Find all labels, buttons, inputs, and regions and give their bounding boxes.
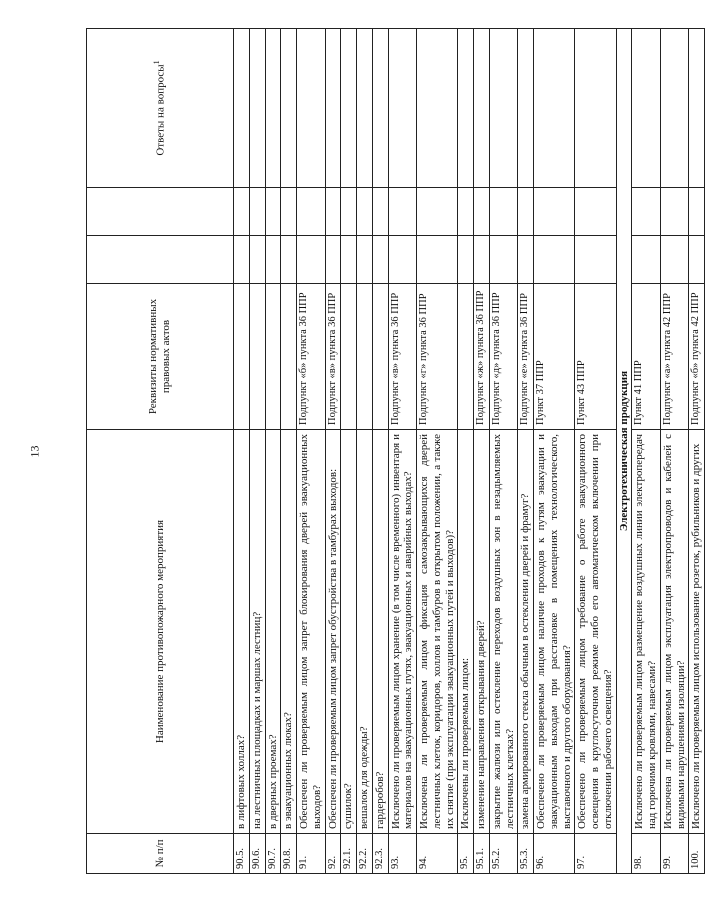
- row-answer-notes[interactable]: [388, 29, 417, 188]
- row-answer-yes[interactable]: [458, 236, 474, 284]
- table-row: [689, 29, 705, 874]
- row-number: 91.: [297, 834, 326, 874]
- row-answer-notes[interactable]: [534, 29, 575, 188]
- section-row: [616, 29, 632, 874]
- row-question: Исключено ли проверяемым лицом использование розеток, рубильников и других: [689, 430, 705, 834]
- row-question: на лестничных площадках и маршах лестниц?: [249, 430, 265, 834]
- row-question: Исключены ли проверяемым лицом:: [458, 430, 474, 834]
- row-answer-notes[interactable]: [325, 29, 341, 188]
- row-number: 90.6.: [249, 834, 265, 874]
- row-answer-notes[interactable]: [458, 29, 474, 188]
- row-number: 94.: [417, 834, 458, 874]
- row-answer-no[interactable]: [575, 188, 616, 236]
- row-answer-yes[interactable]: [534, 236, 575, 284]
- row-answer-no[interactable]: [341, 188, 357, 236]
- header-measure: Наименование противопожарного мероприятия: [87, 430, 234, 834]
- row-answer-no[interactable]: [689, 188, 705, 236]
- table-header-row: [87, 29, 234, 874]
- table-row: [388, 29, 417, 874]
- row-answer-no[interactable]: [489, 188, 518, 236]
- table-row: [249, 29, 265, 874]
- page-number: 13: [27, 445, 42, 458]
- row-answer-notes[interactable]: [265, 29, 281, 188]
- row-answer-yes[interactable]: [388, 236, 417, 284]
- row-number: 96.: [534, 834, 575, 874]
- row-answer-no[interactable]: [281, 188, 297, 236]
- row-answer-notes[interactable]: [689, 29, 705, 188]
- row-answer-notes[interactable]: [372, 29, 388, 188]
- row-answer-yes[interactable]: [575, 236, 616, 284]
- rotated-table-wrapper: [86, 29, 703, 874]
- table-row: [575, 29, 616, 874]
- header-num: № п/п: [87, 834, 234, 874]
- row-requisites: Подпункт «в» пункта 36 ППР: [388, 284, 417, 430]
- table-row: [372, 29, 388, 874]
- row-number: 92.2.: [357, 834, 373, 874]
- row-answer-notes[interactable]: [234, 29, 250, 188]
- row-answer-yes[interactable]: [249, 236, 265, 284]
- row-answer-yes[interactable]: [689, 236, 705, 284]
- header-requisites: Реквизиты нормативных правовых актов: [87, 284, 234, 430]
- table-row: [341, 29, 357, 874]
- table-row: [417, 29, 458, 874]
- row-requisites: [341, 284, 357, 430]
- row-question: Исключена ли проверяемым лицом эксплуатация электропроводов и кабелей с видимыми нарушениями изоляции?: [660, 430, 689, 834]
- row-number: 90.7.: [265, 834, 281, 874]
- table-row: [234, 29, 250, 874]
- table-row: [325, 29, 341, 874]
- header-answers-label: Ответы на вопросы: [154, 64, 167, 156]
- row-answer-no[interactable]: [417, 188, 458, 236]
- table-row: [534, 29, 575, 874]
- checklist-body: [234, 29, 705, 874]
- table-row: [518, 29, 534, 874]
- row-number: 99.: [660, 834, 689, 874]
- row-answer-notes[interactable]: [474, 29, 490, 188]
- row-answer-notes[interactable]: [297, 29, 326, 188]
- footnote-mark: 1: [152, 60, 162, 65]
- table-row: [281, 29, 297, 874]
- row-question: Обеспечено ли проверяемым лицом наличие проходов к путям эвакуации и эвакуационным выходам при расстановке в помещениях технологического, выставочного и другого оборудования?: [534, 430, 575, 834]
- row-answer-yes[interactable]: [325, 236, 341, 284]
- section-title: Электротехническая продукция: [616, 29, 632, 874]
- row-requisites: Подпункт «д» пункта 36 ППР: [489, 284, 518, 430]
- row-answer-yes[interactable]: [372, 236, 388, 284]
- row-number: 90.5.: [234, 834, 250, 874]
- row-answer-yes[interactable]: [518, 236, 534, 284]
- row-number: 95.3.: [518, 834, 534, 874]
- row-answer-notes[interactable]: [341, 29, 357, 188]
- row-question: замена армированного стекла обычным в остеклении дверей и фрамуг?: [518, 430, 534, 834]
- row-question: в дверных проемах?: [265, 430, 281, 834]
- row-requisites: Пункт 37 ППР: [534, 284, 575, 430]
- row-requisites: Подпункт «б» пункта 42 ППР: [689, 284, 705, 430]
- row-answer-notes[interactable]: [489, 29, 518, 188]
- row-number: 95.2.: [489, 834, 518, 874]
- row-question: Исключено ли проверяемым лицом хранение (в том числе временного) инвентаря и материалов на эвакуационных путях, эвакуационных и аварийных выходах?: [388, 430, 417, 834]
- header-blank-1: [87, 236, 234, 284]
- table-row: [357, 29, 373, 874]
- row-answer-yes[interactable]: [234, 236, 250, 284]
- row-requisites: Пункт 43 ППР: [575, 284, 616, 430]
- table-row: [265, 29, 281, 874]
- row-answer-no[interactable]: [388, 188, 417, 236]
- row-answer-yes[interactable]: [660, 236, 689, 284]
- row-number: 98.: [632, 834, 661, 874]
- row-answer-no[interactable]: [357, 188, 373, 236]
- row-requisites: [357, 284, 373, 430]
- row-answer-no[interactable]: [632, 188, 661, 236]
- row-question: Обеспечен ли проверяемым лицом запрет обустройства в тамбурах выходов:: [325, 430, 341, 834]
- row-question: гардеробов?: [372, 430, 388, 834]
- row-question: Исключена ли проверяемым лицом фиксация самозакрывающихся дверей лестничных клеток, коридоров, холлов и тамбуров в открытом положении, а также их снятие (при эксплуатации эвакуационных путей и выходов)?: [417, 430, 458, 834]
- row-answer-yes[interactable]: [474, 236, 490, 284]
- row-number: 95.1.: [474, 834, 490, 874]
- row-answer-no[interactable]: [265, 188, 281, 236]
- row-question: в лифтовых холлах?: [234, 430, 250, 834]
- row-answer-notes[interactable]: [518, 29, 534, 188]
- row-question: Обеспечено ли проверяемым лицом требование о работе эвакуационного освещения в круглосуточном режиме либо его автоматическом включении при отключении рабочего освещения?: [575, 430, 616, 834]
- row-requisites: Подпункт «ж» пункта 36 ППР: [474, 284, 490, 430]
- row-answer-yes[interactable]: [341, 236, 357, 284]
- checklist-table: [86, 28, 705, 874]
- row-requisites: [458, 284, 474, 430]
- row-requisites: [249, 284, 265, 430]
- row-answer-yes[interactable]: [265, 236, 281, 284]
- row-number: 97.: [575, 834, 616, 874]
- row-answer-yes[interactable]: [417, 236, 458, 284]
- row-answer-no[interactable]: [474, 188, 490, 236]
- row-question: сушилок?: [341, 430, 357, 834]
- row-number: 93.: [388, 834, 417, 874]
- row-answer-no[interactable]: [297, 188, 326, 236]
- header-answers: [87, 29, 234, 188]
- row-number: 95.: [458, 834, 474, 874]
- table-row: [474, 29, 490, 874]
- row-answer-no[interactable]: [234, 188, 250, 236]
- row-requisites: Подпункт «е» пункта 36 ППР: [518, 284, 534, 430]
- table-row: [660, 29, 689, 874]
- row-question: закрытие жалюзи или остекление переходов воздушных зон в незадымляемых лестничных клетках?: [489, 430, 518, 834]
- row-requisites: [372, 284, 388, 430]
- row-question: в эвакуационных люках?: [281, 430, 297, 834]
- row-question: Обеспечен ли проверяемым лицом запрет блокирования дверей эвакуационных выходов?: [297, 430, 326, 834]
- row-answer-no[interactable]: [458, 188, 474, 236]
- row-question: Исключено ли проверяемым лицом размещение воздушных линии электропередач над горючими кровлями, навесами?: [632, 430, 661, 834]
- row-requisites: Подпункт «г» пункта 36 ППР: [417, 284, 458, 430]
- row-answer-notes[interactable]: [575, 29, 616, 188]
- header-blank-2: [87, 188, 234, 236]
- row-question: вешалок для одежды?: [357, 430, 373, 834]
- row-requisites: [281, 284, 297, 430]
- row-answer-no[interactable]: [372, 188, 388, 236]
- row-answer-notes[interactable]: [660, 29, 689, 188]
- row-answer-no[interactable]: [325, 188, 341, 236]
- row-requisites: Подпункт «б» пункта 36 ППР: [297, 284, 326, 430]
- row-answer-no[interactable]: [534, 188, 575, 236]
- row-requisites: [265, 284, 281, 430]
- row-answer-yes[interactable]: [632, 236, 661, 284]
- row-number: 92.: [325, 834, 341, 874]
- table-row: [297, 29, 326, 874]
- row-answer-yes[interactable]: [297, 236, 326, 284]
- table-row: [458, 29, 474, 874]
- row-answer-yes[interactable]: [489, 236, 518, 284]
- row-number: 90.8.: [281, 834, 297, 874]
- row-answer-notes[interactable]: [632, 29, 661, 188]
- row-answer-notes[interactable]: [281, 29, 297, 188]
- row-answer-no[interactable]: [518, 188, 534, 236]
- row-requisites: Подпункт «а» пункта 42 ППР: [660, 284, 689, 430]
- row-answer-notes[interactable]: [417, 29, 458, 188]
- row-requisites: [234, 284, 250, 430]
- row-number: 92.1.: [341, 834, 357, 874]
- row-question: изменение направления открывания дверей?: [474, 430, 490, 834]
- row-number: 100.: [689, 834, 705, 874]
- row-requisites: Подпункт «в» пункта 36 ППР: [325, 284, 341, 430]
- row-number: 92.3.: [372, 834, 388, 874]
- row-requisites: Пункт 41 ППР: [632, 284, 661, 430]
- row-answer-yes[interactable]: [357, 236, 373, 284]
- row-answer-yes[interactable]: [281, 236, 297, 284]
- row-answer-no[interactable]: [249, 188, 265, 236]
- table-row: [632, 29, 661, 874]
- table-row: [489, 29, 518, 874]
- row-answer-notes[interactable]: [357, 29, 373, 188]
- row-answer-no[interactable]: [660, 188, 689, 236]
- row-answer-notes[interactable]: [249, 29, 265, 188]
